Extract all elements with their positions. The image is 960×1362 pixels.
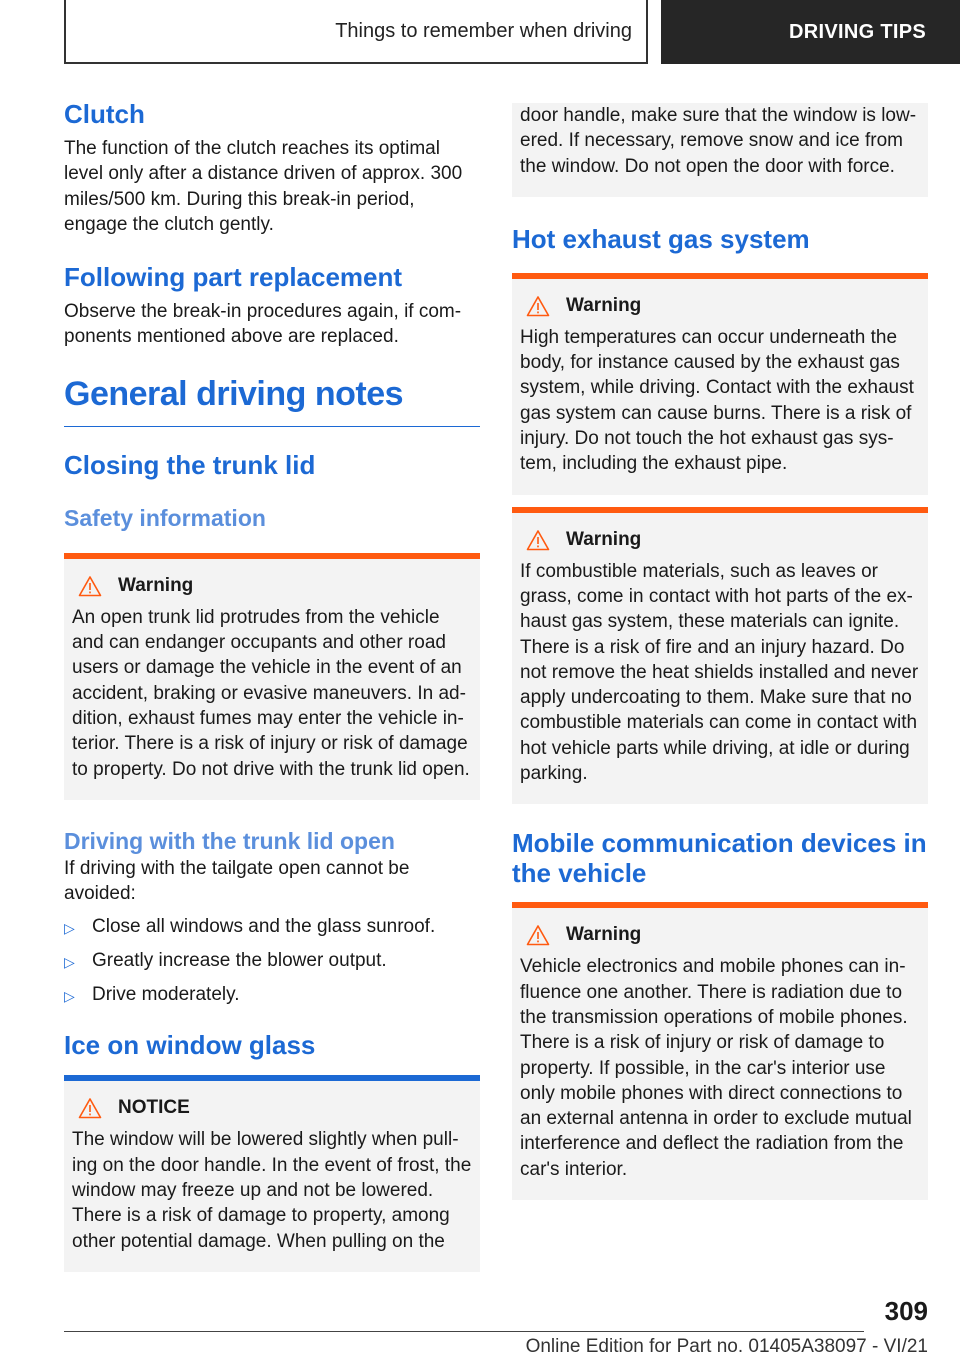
- driving-open-heading: Driving with the trunk lid open: [64, 827, 395, 854]
- warning-title: [520, 922, 920, 948]
- heading-rule: [64, 426, 480, 427]
- closing-heading: Closing the trunk lid: [64, 449, 316, 480]
- warning-box-exhaust-heat: [512, 273, 928, 495]
- warning-label: Warning: [566, 528, 642, 550]
- warning-title: [520, 527, 920, 553]
- page-number: 309: [884, 1296, 928, 1326]
- warning-triangle-icon: [78, 575, 102, 597]
- following-text: Observe the break-in procedures again, if components mentioned above are replaced.: [64, 301, 462, 348]
- warning-text: Vehicle electronics and mobile phones can influence one another. There is radiation due to the transmission operations of mobile phones. There is a risk of injury or risk of damage to property. If possible, in the car's interior use only mobile phones with direct connections to an external antenna in order to exclude mutual interference and deflect the radiation from the car's interior.: [520, 956, 912, 1180]
- notice-title: [72, 1095, 472, 1121]
- section-title: Things to remember when driving: [335, 19, 632, 42]
- safety-heading: Safety information: [64, 504, 266, 531]
- warning-box-trunk: [64, 553, 480, 800]
- warning-label: Warning: [118, 574, 194, 596]
- notice-box-ice: [64, 1075, 480, 1271]
- list-item: ▷ Close all windows and the glass sunroof.: [64, 914, 480, 941]
- warning-box-combustible: [512, 507, 928, 805]
- warning-box-mobile: [512, 902, 928, 1200]
- ice-heading: Ice on window glass: [64, 1030, 316, 1061]
- triangle-bullet-icon: ▷: [64, 954, 75, 971]
- notice-label: NOTICE: [118, 1097, 190, 1119]
- list-item: ▷ Greatly increase the blower output.: [64, 948, 480, 975]
- driving-open-text: If driving with the tailgate open cannot be avoided:: [64, 857, 410, 905]
- chapter-title: DRIVING TIPS: [789, 20, 926, 43]
- footer-edition: Online Edition for Part no. 01405A38097 - VI/21: [525, 1336, 928, 1357]
- following-heading: Following part replacement: [64, 262, 403, 293]
- warning-triangle-icon: [78, 1097, 102, 1119]
- left-column: [64, 98, 480, 1272]
- warning-label: Warning: [566, 924, 642, 946]
- warning-triangle-icon: [526, 924, 550, 946]
- warning-title: [520, 293, 920, 319]
- precautions-list: [64, 914, 480, 1009]
- notice-continued-text: door handle, make sure that the window is lowered. If necessary, remove snow and ice from the window. Do not open the door with force.: [520, 105, 917, 177]
- warning-text: High temperatures can occur underneath the body, for instance caused by the exhaust gas system, while driving. Contact with the exhaust gas system can cause burns. There is a risk of injury. Do not touch the hot exhaust gas system, including the exhaust pipe.: [520, 326, 914, 475]
- notice-text: The window will be lowered slightly when pulling on the door handle. In the event of frost, the window may freeze up and not be lowered. There is a risk of damage to property, among other potential damage. When pulling on the: [72, 1129, 472, 1252]
- triangle-bullet-icon: ▷: [64, 920, 75, 937]
- exhaust-heading: Hot exhaust gas system: [512, 223, 810, 254]
- mobile-heading: Mobile communication devices in the vehicle: [512, 828, 927, 889]
- triangle-bullet-icon: ▷: [64, 988, 75, 1005]
- notice-box-continued: [512, 103, 928, 197]
- running-header-section: [64, 0, 648, 64]
- warning-triangle-icon: [526, 295, 550, 317]
- general-heading: General driving notes: [64, 374, 404, 413]
- warning-text: If combustible materials, such as leaves or grass, come in contact with hot parts of the exhaust gas system, these materials can ignite. There is a risk of fire and an injury hazard. Do not remove the heat shields installed and never apply undercoating to them. Make sure that no combustible materials can come in contact with hot vehicle parts while driving, at idle or during parking.: [520, 560, 919, 785]
- clutch-text: The function of the clutch reaches its optimal level only after a distance driven of approx. 300 miles/500 km. During this break-in period, engage the clutch gently.: [64, 138, 463, 235]
- footer-rule: [64, 1331, 864, 1332]
- list-item: ▷ Drive moderately.: [64, 982, 480, 1009]
- running-header-chapter: [661, 0, 960, 64]
- clutch-heading: Clutch: [64, 99, 145, 129]
- warning-title: [72, 573, 472, 599]
- warning-triangle-icon: [526, 529, 550, 551]
- warning-label: Warning: [566, 294, 642, 316]
- warning-text: An open trunk lid protrudes from the vehicle and can endanger occupants and other road users or damage the vehicle in the event of an accident, braking or evasive maneuvers. In addition, exhaust fumes may enter the vehicle interior. There is a risk of injury or risk of damage to property. Do not drive with the trunk lid open.: [72, 606, 470, 780]
- right-column: [512, 103, 928, 1200]
